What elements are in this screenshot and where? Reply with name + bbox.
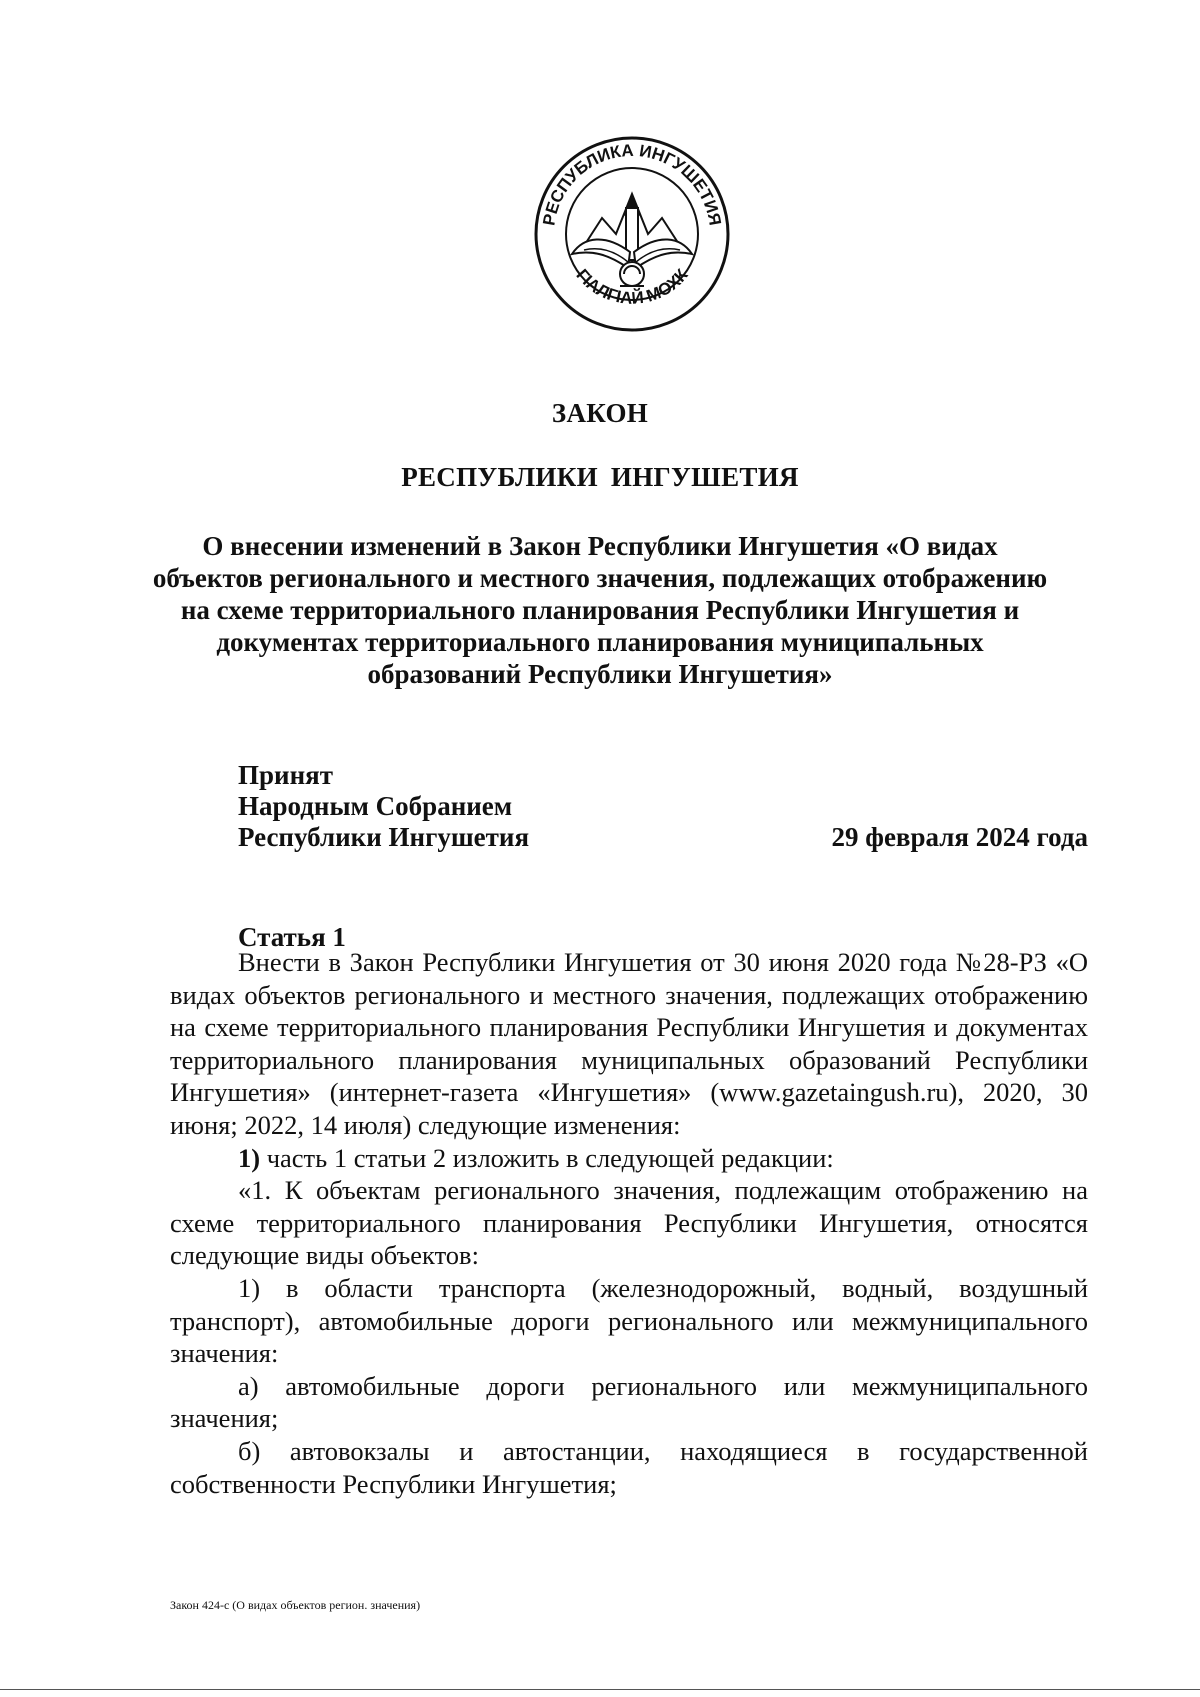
document-title: ЗАКОН: [551, 398, 649, 428]
article-item-1-text: часть 1 статьи 2 изложить в следующей редакции:: [260, 1142, 834, 1173]
article-subitem-1: 1) в области транспорта (железнодорожный, водный, воздушный транспорт), автомобильные дороги регионального или межмуниципального значения:: [170, 1272, 1088, 1369]
article-quote: «1. К объектам регионального значения, подлежащим отображению на схеме территориального планирования Республики Ингушетия, относятся следующие виды объектов:: [170, 1175, 1088, 1271]
article-item-1-number: 1): [238, 1142, 261, 1173]
bottom-divider: [0, 1689, 1200, 1690]
adopted-line-1: Принят: [238, 760, 334, 790]
document-issuer: РЕСПУБЛИКИ ИНГУШЕТИЯ: [401, 462, 799, 492]
article-subitem-a: а) автомобильные дороги регионального или межмуниципального значения;: [170, 1370, 1088, 1434]
adopted-line-3: Республики Ингушетия: [238, 822, 530, 852]
law-subject: О внесении изменений в Закон Республики Ингушетия «О видах объектов регионального и местного значения, подлежащих отображению на схеме территориального планирования Республики Ингушетия и документах территориального планирования муниципальных образований Республики Ингушетия»: [152, 531, 1048, 689]
article-title: Статья 1: [238, 922, 346, 952]
page-footer: Закон 424-с (О видах объектов регион. значения): [170, 1598, 421, 1612]
article-subitem-b: б) автовокзалы и автостанции, находящиеся в государственной собственности Республики Ингушетия;: [170, 1435, 1088, 1499]
adopted-block: [238, 760, 529, 853]
article-item-1: [170, 1142, 1088, 1175]
article-intro: Внести в Закон Республики Ингушетия от 30 июня 2020 года №28-РЗ «О видах объектов регионального и местного значения, подлежащих отображению на схеме территориального планирования Республики Ингушетия и документах территориального планирования муниципальных образований Республики Ингушетия» (интернет-газета «Ингушетия» (www.gazetaingush.ru), 2020, 30 июня; 2022, 14 июля) следующие изменения:: [170, 947, 1088, 1140]
article-body: [170, 946, 1088, 1500]
adoption-date: 29 февраля 2024 года: [831, 822, 1088, 852]
adopted-line-2: Народным Собранием: [238, 791, 513, 821]
emblem-ring-text-bottom: ГІАЛГІАЙ МОХК: [572, 265, 692, 308]
emblem-ring-text-top: РЕСПУБЛИКА ИНГУШЕТИЯ: [539, 140, 725, 227]
ingushetia-coat-of-arms-icon: [532, 134, 732, 334]
